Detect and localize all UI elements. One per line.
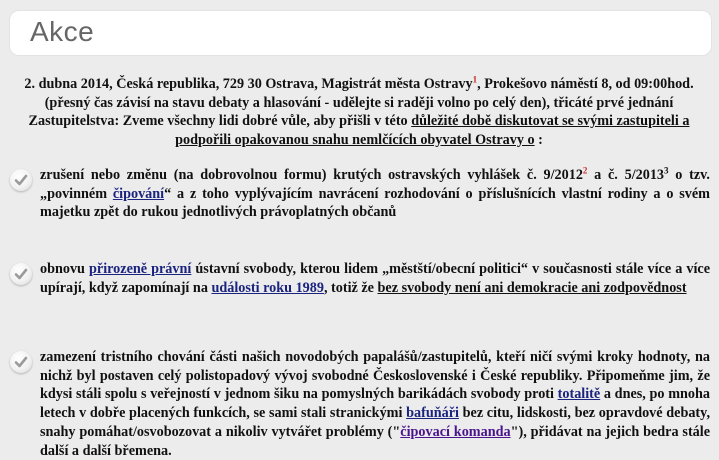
intro-text: 2. dubna 2014, Česká republika, 729 30 Ostrava, Magistrát města Ostravy <box>24 76 473 92</box>
page-title-box <box>9 10 712 56</box>
item-text: zamezení tristního chování části našich novodobých papalášů/zastupitelů, kteří ničí svými kroky hodnoty, na nichž byl postaven celý polistopadový vývoj svobodné Československé i České republiky. Připomeňme jim, že kdysi stáli spolu s veřejností v jednom šiku na pomyslných barikádách svobody proti <box>40 349 710 403</box>
item-text: a č. 5/2013 <box>587 167 665 183</box>
list-item <box>10 166 712 222</box>
checkmark-icon <box>10 351 32 373</box>
item-text: "), přidávat na jejich bedra stále další a další břemena. <box>40 423 710 459</box>
footnote-ref-1[interactable]: 1 <box>472 74 478 85</box>
intro-paragraph <box>14 75 704 149</box>
item-text: obnovu <box>40 261 90 277</box>
list-item <box>10 348 712 460</box>
link-prirozene-pravni[interactable]: přirozeně právní <box>89 261 192 277</box>
link-cipovani[interactable]: čipování <box>112 185 165 202</box>
item-text: a dnes, po mnoha letech v dobře placených funkcích, se sami stali stranickými <box>40 386 710 422</box>
footnote-ref-3[interactable]: 3 <box>664 165 669 176</box>
checkmark-icon <box>10 263 32 285</box>
item-text: zrušení nebo změnu (na dobrovolnou formu) krutých ostravských vyhlášek č. 9/2012 <box>40 167 583 183</box>
item-text: bez citu, lidskosti, bez opravdové debaty, snahy pomáhat/osvobozovat a nikoliv vytvářet problémy (" <box>40 405 711 440</box>
link-udalosti-1989[interactable]: události roku 1989 <box>211 279 324 296</box>
item-text: “ a z toho vyplývajícím navrácení rozhodování o příslušnících vlastní rodiny a o svém majetku zpět do rukou jednotlivých právoplatných občanů <box>40 185 710 221</box>
intro-text: : <box>534 131 543 148</box>
list-item-text <box>40 260 710 297</box>
page-title: Akce <box>30 16 95 47</box>
underlined-text: bez svobody není ani demokracie ani zodpovědnost <box>377 279 687 296</box>
footnote-ref-2[interactable]: 2 <box>582 165 588 176</box>
list-item-text <box>40 166 710 222</box>
intro-emphasis: důležité době diskutovat se svými zastupiteli a podpořili opakovanou snahu nemlčících obyvatel Ostravy o <box>175 113 690 148</box>
link-bafunari[interactable]: bafuňáři <box>406 405 459 422</box>
item-text: ústavní svobody, kterou lidem „městští/obecní politici“ v současnosti stále více a více upírají, když zapomínají na <box>40 261 710 296</box>
link-cipovaci-komanda[interactable]: čipovací komanda <box>400 423 511 440</box>
item-text: , totiž že <box>323 279 378 296</box>
checkmark-icon <box>10 169 32 191</box>
list-item <box>10 260 712 297</box>
link-totalite[interactable]: totalitě <box>557 386 601 403</box>
list-item-text <box>40 348 710 460</box>
intro-text: , Prokešovo náměstí 8, od 09:00hod. (přesný čas závisí na stavu debaty a hlasování - udělejte si raději volno po celý den), třicáté prvé jednání Zastupitelstva: Zveme všechny lidi dobré vůle, aby přišli v této <box>28 76 694 130</box>
item-text: o tzv. „povinném <box>40 167 710 202</box>
